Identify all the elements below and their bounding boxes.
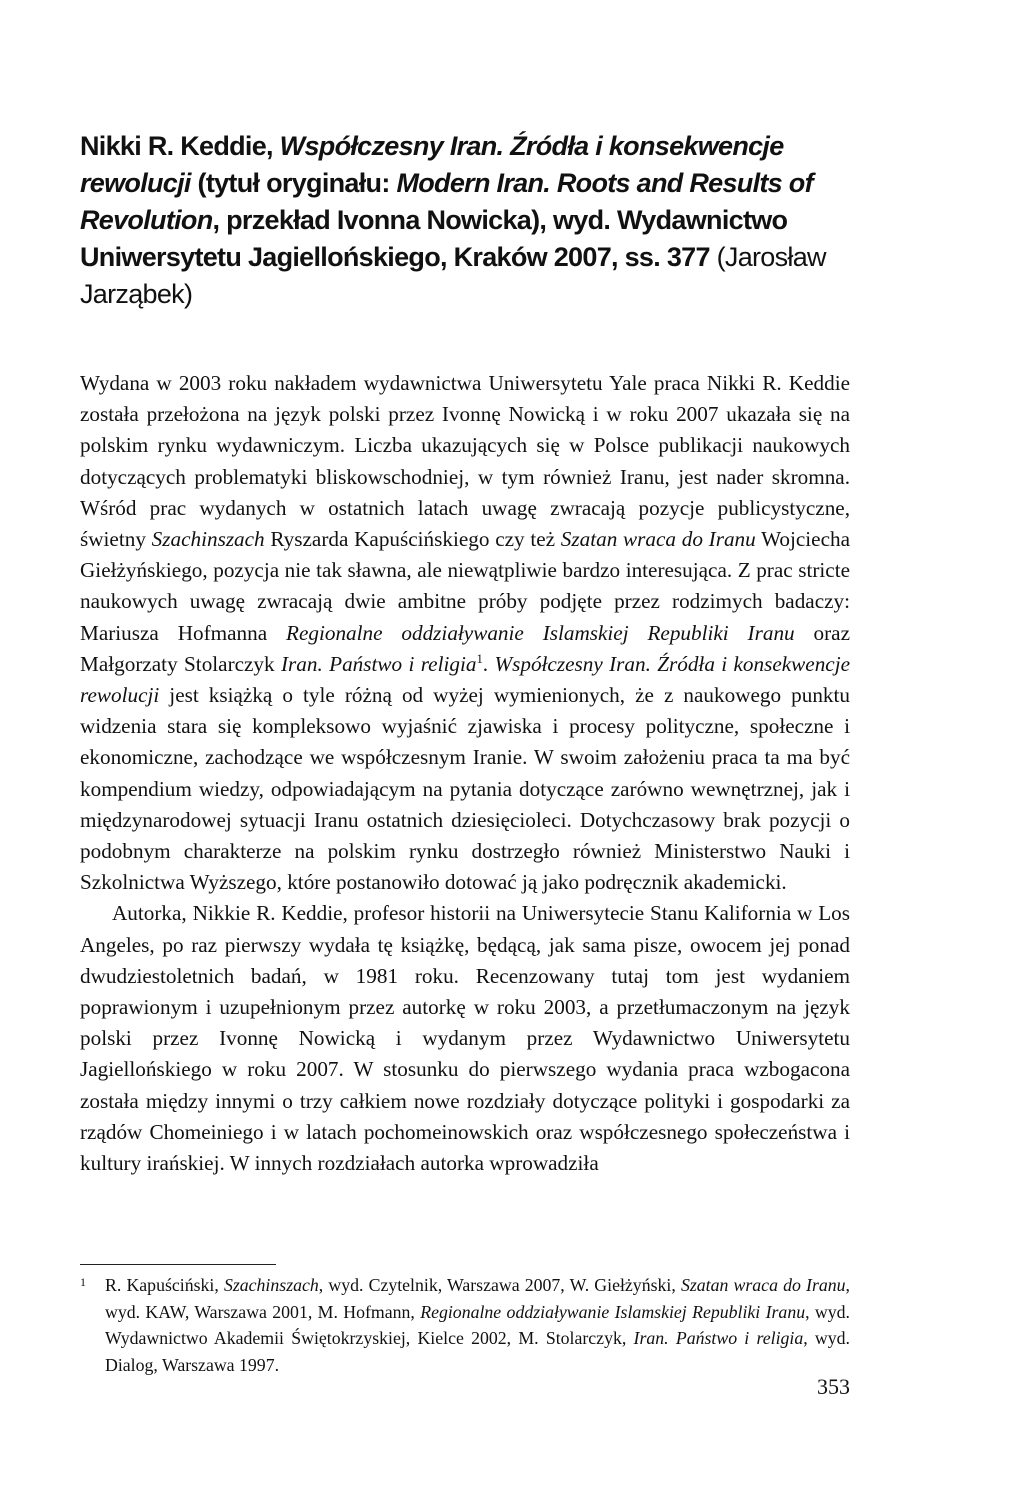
p1-title-reviewed-book: Współczesny Iran. Źródła i konsekwencje rewolucji (80, 651, 850, 708)
p1-text-1: Wydana w 2003 roku nakładem wydawnictwa Uniwersytetu Yale praca Nikki R. Keddie została przełożona na język polski przez Ivonnę Nowicką i w roku 2007 ukazała się na polskim rynku wydawniczym. Liczba ukazujących się w Polsce publikacji naukowych dotyczących problematyki bliskowschodniej, w tym również Iranu, jest nader skromna. Wśród prac wydanych w ostatnich latach uwagę zwracają pozycje publicystyczne, świetny (80, 371, 850, 552)
paragraph-1 (80, 368, 850, 898)
footnote-divider (80, 1264, 276, 1265)
p1-text-3: Wojciecha Giełżyńskiego, pozycja nie tak sławna, ale niewątpliwie bardzo interesująca. Z prac stricte naukowych uwagę zwracają dwie ambitne próby podjęte przez rodzimych badaczy: Mariusza Hofmanna (80, 527, 850, 645)
footnote-text (105, 1272, 850, 1378)
fn-text-2: , wyd. Czytelnik, Warszawa 2007, W. Giełżyński, (318, 1275, 681, 1295)
p1-text-5: . (482, 651, 495, 676)
footnote-1 (80, 1272, 850, 1378)
p1-title-szachinszach: Szachinszach (151, 527, 265, 552)
author-name: Nikki R. Keddie, (80, 131, 280, 161)
reviewer-name: (Jarosław Jarząbek) (80, 242, 826, 309)
book-title-polish: Współczesny Iran. Źródła i konsekwencje rewolucji (80, 131, 784, 198)
review-header (80, 128, 850, 313)
fn-text-1: R. Kapuściński, (105, 1275, 224, 1295)
fn-title-4: Iran. Państwo i religia (633, 1328, 804, 1348)
fn-title-1: Szachinszach (223, 1275, 319, 1295)
p1-text-6: jest książką o tyle różną od wyżej wymienionych, że z naukowego punktu widzenia stara się kompleksowo wyjaśnić zjawiska i procesy polityczne, społeczne i ekonomiczne, zachodzące we współczesnym Iranie. W swoim założeniu praca ta ma być kompendium wiedzy, odpowiadającym na pytania dotyczące zarówno wewnętrznej, jak i międzynarodowej sytuacji Iranu ostatnich dziesięcioleci. Dotychczasowy brak pozycji o podobnym charakterze na polskim rynku dostrzegło również Ministerstwo Nauki i Szkolnictwa Wyższego, które postanowiło dotować ją jako podręcznik akademicki. (80, 683, 850, 895)
review-body (80, 368, 850, 1179)
book-title-original: Modern Iran. Roots and Results of Revolution (80, 168, 813, 235)
footnote-number: 1 (80, 1275, 86, 1289)
p1-title-szatan: Szatan wraca do Iranu (560, 527, 756, 552)
publication-info: , przekład Ivonna Nowicka), wyd. Wydawnictwo Uniwersytetu Jagiellońskiego, Kraków 2007, ss. 377 (80, 205, 788, 272)
p1-title-stolarczyk: Iran. Państwo i religia (280, 651, 477, 676)
p1-title-hofmann: Regionalne oddziaływanie Islamskiej Republiki Iranu (286, 620, 795, 645)
fn-text-3: , wyd. KAW, Warszawa 2001, M. Hofmann, (105, 1275, 850, 1322)
footnote-ref-1[interactable]: 1 (476, 651, 483, 666)
fn-title-3: Regionalne oddziaływanie Islamskiej Republiki Iranu (420, 1301, 806, 1322)
paragraph-2: Autorka, Nikkie R. Keddie, profesor historii na Uniwersytecie Stanu Kalifornia w Los Angeles, po raz pierwszy wydała tę książkę, będącą, jak sama pisze, owocem jej ponad dwudziestoletnich badań, w 1981 roku. Recenzowany tutaj tom jest wydaniem poprawionym i uzupełnionym przez autorkę w roku 2003, a przetłumaczonym na język polski przez Ivonnę Nowicką i wydanym przez Wydawnictwo Uniwersytetu Jagiellońskiego w roku 2007. W stosunku do pierwszego wydania praca wzbogacona została między innymi o trzy całkiem nowe rozdziały dotyczące polityki i gospodarki za rządów Chomeiniego i w latach pochomeinowskich oraz współczesnego społeczeństwa i kultury irańskiej. W innych rozdziałach autorka wprowadziła (80, 901, 850, 1176)
p1-text-4: oraz Małgorzaty Stolarczyk (80, 620, 850, 676)
fn-text-5: , wyd. Dialog, Warszawa 1997. (105, 1328, 850, 1375)
original-title-prefix: (tytuł oryginału: (190, 168, 397, 198)
fn-title-2: Szatan wraca do Iranu (680, 1275, 846, 1295)
p1-text-2: Ryszarda Kapuścińskiego czy też (264, 527, 561, 552)
page-number: 353 (817, 1374, 850, 1399)
fn-text-4: , wyd. Wydawnictwo Akademii Świętokrzyskiej, Kielce 2002, M. Stolarczyk, (105, 1301, 850, 1348)
